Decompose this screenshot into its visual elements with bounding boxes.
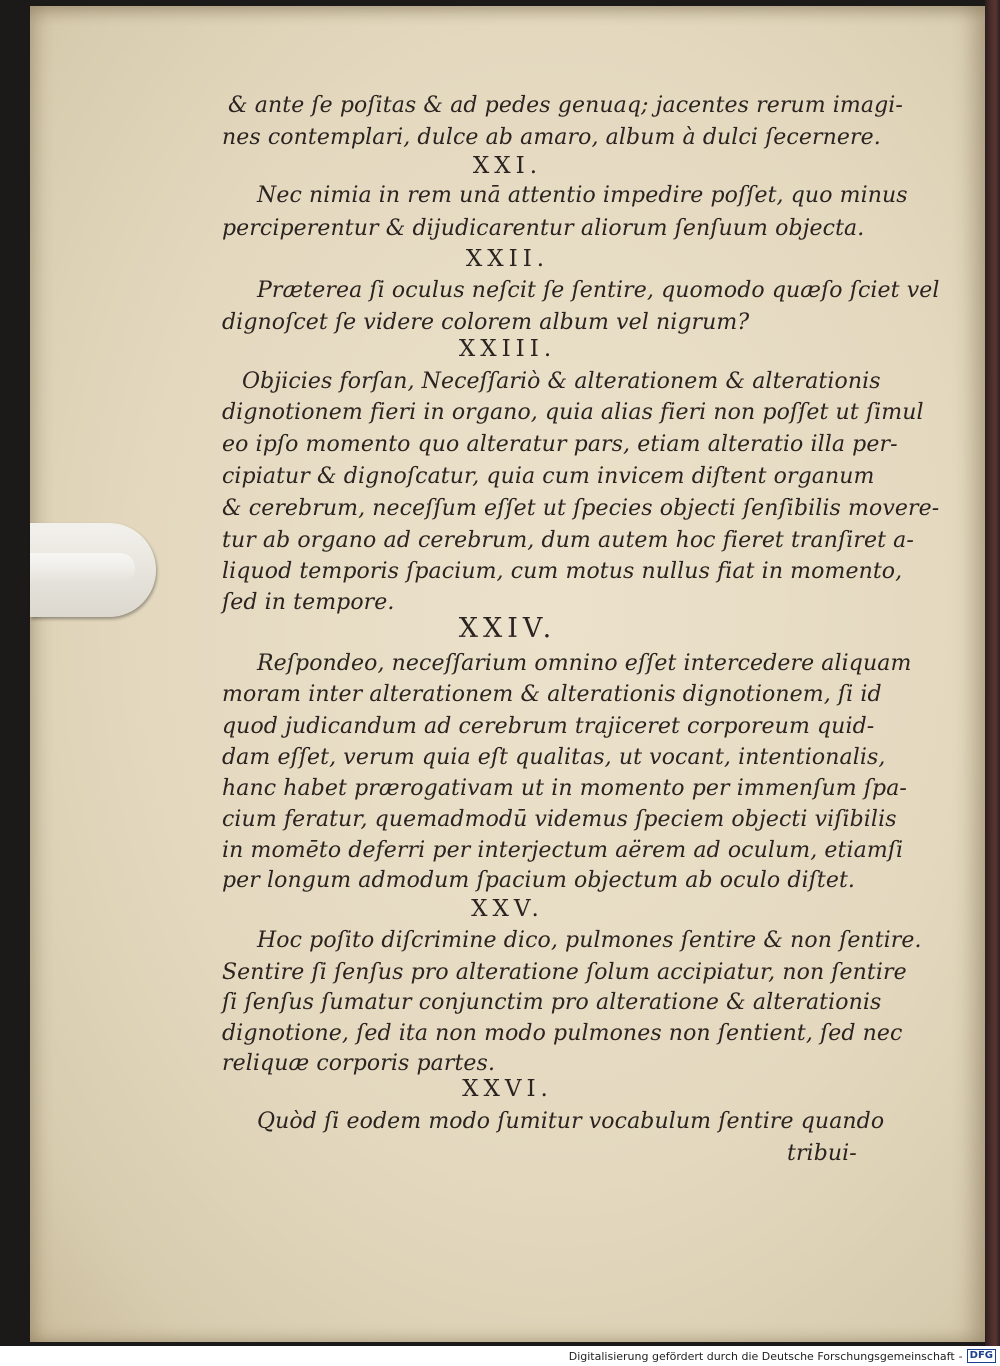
text-line: per longum admodum ſpacium objectum ab oculo diſtet. (222, 868, 856, 893)
text-line: Hoc poſito diſcrimine dico, pulmones ſentire & non ſentire. (257, 928, 922, 953)
text-line: liquod temporis ſpacium, cum motus nullus fiat in momento, (222, 559, 903, 584)
text-line: quod judicandum ad cerebrum trajiceret corporeum quid- (222, 714, 875, 739)
text-line: eo ipſo momento quo alteratur pars, etiam alteratio illa per- (222, 432, 898, 457)
text-line: & ante ſe poſitas & ad pedes genuaq; jacentes rerum imagi- (228, 93, 903, 118)
text-line: nes contemplari, dulce ab amaro, album à dulci ſecernere. (222, 125, 881, 150)
section-heading: XXII. (465, 246, 550, 272)
footer-separator: - (958, 1349, 963, 1363)
text-line: Sentire ſi ſenſus pro alteratione ſolum accipiatur, non ſentire (222, 960, 907, 985)
catchword: tribui- (787, 1141, 857, 1166)
dfg-logo: DFG (967, 1349, 996, 1363)
section-heading: XXVI. (462, 1076, 553, 1102)
text-line: Nec nimia in rem unā attentio impedire poſſet, quo minus (257, 183, 908, 208)
text-line: reliquæ corporis partes. (222, 1051, 496, 1076)
text-line: cipiatur & dignoſcatur, quia cum invicem diſtent organum (222, 464, 875, 489)
text-line: tur ab organo ad cerebrum, dum autem hoc fieret tranſiret a- (222, 528, 914, 553)
text-line: cium feratur, quemadmodū videmus ſpeciem objecti viſibilis (222, 807, 897, 832)
section-heading: XXV. (471, 896, 544, 922)
text-line: dignotione, ſed ita non modo pulmones non ſentient, ſed nec (222, 1021, 903, 1046)
footer-bar (0, 1346, 1000, 1366)
text-line: Præterea ſi oculus neſcit ſe ſentire, quomodo quæſo ſciet vel (257, 278, 940, 303)
text-line: Reſpondeo, neceſſarium omnino eſſet intercedere aliquam (257, 651, 912, 676)
book-edge (985, 0, 1000, 1346)
text-line: perciperentur & dijudicarentur aliorum ſenſuum objecta. (222, 216, 865, 241)
text-line: dam eſſet, verum quia eſt qualitas, ut vocant, intentionalis, (222, 745, 886, 770)
page-text (30, 6, 985, 1342)
text-line: in momēto deferri per interjectum aërem ad oculum, etiamſi (222, 838, 904, 863)
section-heading: XXIII. (458, 336, 557, 362)
text-line: Objicies forſan, Neceſſariò & alterationem & alterationis (242, 369, 881, 394)
text-line: Quòd ſi eodem modo ſumitur vocabulum ſentire quando (257, 1109, 885, 1134)
book-page (30, 6, 985, 1342)
section-heading: XXIV. (458, 613, 557, 644)
text-line: ſi ſenſus ſumatur conjunctim pro alteratione & alterationis (222, 990, 882, 1015)
text-line: dignotionem fieri in organo, quia alias fieri non poſſet ut ſimul (222, 400, 924, 425)
text-line: moram inter alterationem & alterationis dignotionem, ſi id (222, 682, 882, 707)
text-line: & cerebrum, neceſſum eſſet ut ſpecies objecti ſenſibilis movere- (222, 496, 940, 521)
text-line: dignoſcet ſe videre colorem album vel nigrum? (222, 310, 750, 335)
section-heading: XXI. (472, 153, 543, 179)
footer-text: Digitalisierung gefördert durch die Deutsche Forschungsgemeinschaft (568, 1349, 955, 1363)
text-line: hanc habet prærogativam ut in momento per immenſum ſpa- (222, 776, 907, 801)
text-line: ſed in tempore. (222, 590, 395, 615)
